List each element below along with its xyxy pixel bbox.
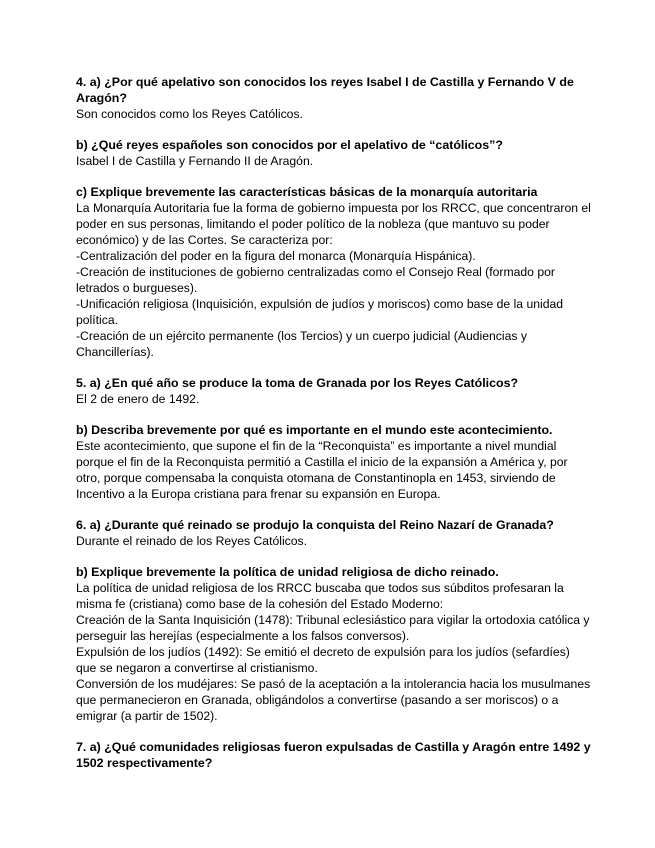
section-5b	[76, 422, 593, 502]
answer-paragraph: -Unificación religiosa (Inquisición, expulsión de judíos y moriscos) como base de la unidad política.	[76, 297, 564, 327]
answer-paragraph: -Creación de un ejército permanente (los Tercios) y un cuerpo judicial (Audiencias y Chancillerías).	[76, 329, 527, 359]
answer-paragraph: -Creación de instituciones de gobierno centralizadas como el Consejo Real (formado por letrados o burgueses).	[76, 265, 555, 295]
answer-paragraph: La Monarquía Autoritaria fue la forma de gobierno impuesta por los RRCC, que concentraron el poder en sus personas, limitando el poder político de la nobleza (que mantuvo su poder económico) y de las Cortes. Se caracteriza por:	[76, 201, 591, 247]
answer-paragraph: La política de unidad religiosa de los RRCC buscaba que todos sus súbditos profesaran la misma fe (cristiana) como base de la cohesión del Estado Moderno:	[76, 581, 564, 611]
question-heading: b) ¿Qué reyes españoles son conocidos por el apelativo de “católicos”?	[76, 138, 503, 152]
section-5a	[76, 375, 593, 407]
answer-paragraph: Son conocidos como los Reyes Católicos.	[76, 107, 303, 121]
question-heading: 5. a) ¿En qué año se produce la toma de Granada por los Reyes Católicos?	[76, 376, 519, 390]
section-6a	[76, 517, 593, 549]
answer-paragraph: Conversión de los mudéjares: Se pasó de la aceptación a la intolerancia hacia los musulmanes que permanecieron en Granada, obligándolos a convertirse (pasando a ser moriscos) o a emigrar (a partir de 1502).	[76, 677, 591, 723]
question-heading: 4. a) ¿Por qué apelativo son conocidos los reyes Isabel I de Castilla y Fernando V de Aragón?	[76, 75, 574, 105]
answer-paragraph: El 2 de enero de 1492.	[76, 392, 200, 406]
answer-paragraph: Isabel I de Castilla y Fernando II de Aragón.	[76, 154, 314, 168]
section-7a	[76, 739, 593, 771]
question-heading: 6. a) ¿Durante qué reinado se produjo la conquista del Reino Nazarí de Granada?	[76, 518, 554, 532]
section-4a	[76, 74, 593, 122]
section-6b	[76, 564, 593, 724]
question-heading: b) Describa brevemente por qué es importante en el mundo este acontecimiento.	[76, 423, 553, 437]
section-4b	[76, 137, 593, 169]
answer-paragraph: Expulsión de los judíos (1492): Se emitió el decreto de expulsión para los judíos (sefardíes) que se negaron a convertirse al cristianismo.	[76, 645, 570, 675]
question-heading: 7. a) ¿Qué comunidades religiosas fueron expulsadas de Castilla y Aragón entre 1492 y 1502 respectivamente?	[76, 740, 591, 770]
answer-paragraph: Durante el reinado de los Reyes Católicos.	[76, 534, 308, 548]
question-heading: b) Explique brevemente la política de unidad religiosa de dicho reinado.	[76, 565, 499, 579]
answer-paragraph: Creación de la Santa Inquisición (1478): Tribunal eclesiástico para vigilar la ortodoxia católica y perseguir las herejías (especialmente a los falsos conversos).	[76, 613, 590, 643]
section-4c	[76, 184, 593, 360]
answer-paragraph: Este acontecimiento, que supone el fin de la “Reconquista” es importante a nivel mundial porque el fin de la Reconquista permitió a Castilla el inicio de la expansión a América y, por otro, porque compensaba la conquista otomana de Constantinopla en 1453, sirviendo de Incentivo a la Europa cristiana para frenar su expansión en Europa.	[76, 439, 568, 501]
answer-paragraph: -Centralización del poder en la figura del monarca (Monarquía Hispánica).	[76, 249, 476, 263]
question-heading: c) Explique brevemente las características básicas de la monarquía autoritaria	[76, 185, 538, 199]
